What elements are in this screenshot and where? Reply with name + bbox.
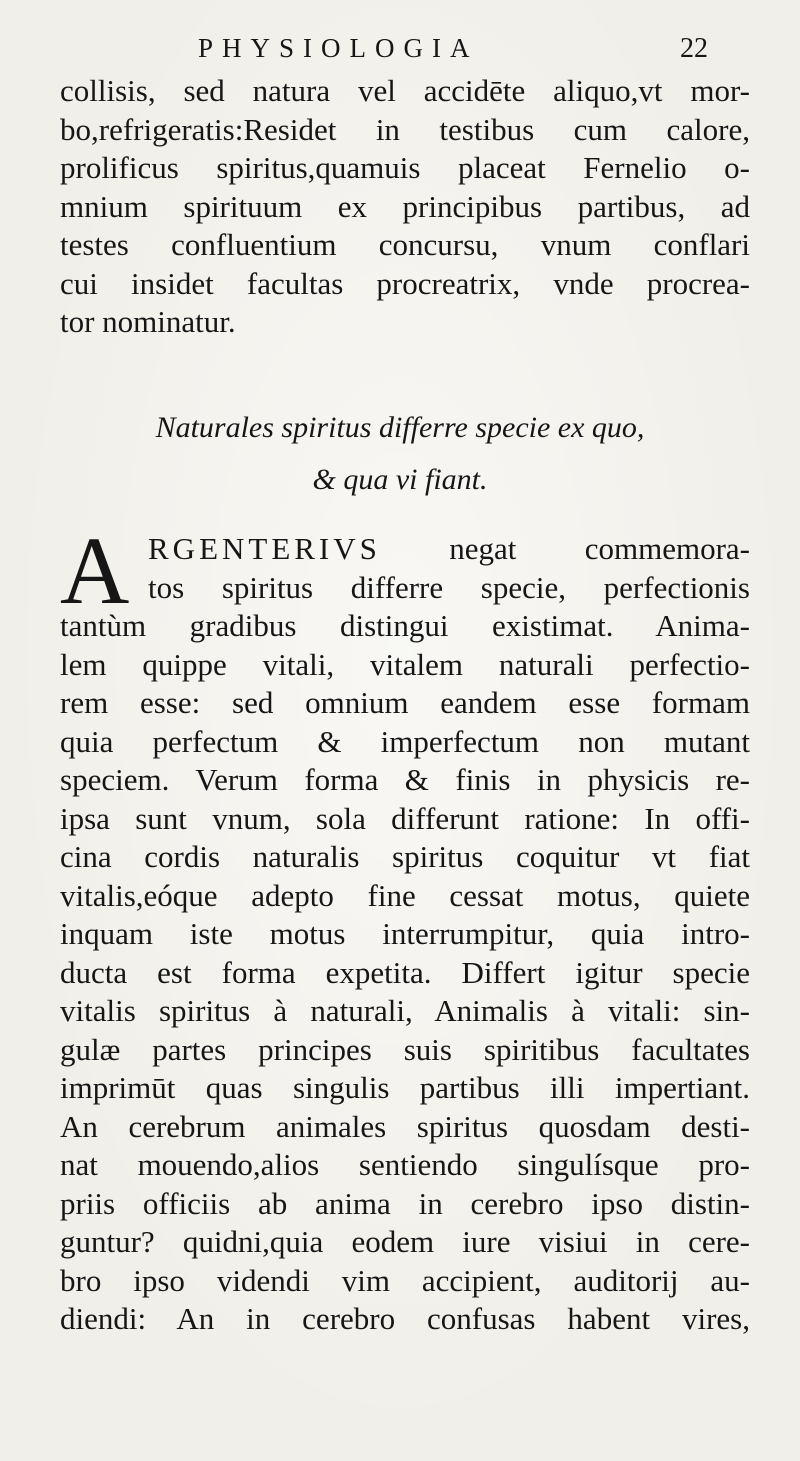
drop-cap-letter: A: [60, 517, 130, 624]
text-line: quia perfectum & imperfectum non mutant: [60, 723, 750, 759]
text-line: testes confluentium concursu, vnum conflari: [60, 227, 750, 262]
text-line: mnium spirituum ex principibus partibus, ad: [60, 188, 750, 224]
text-line: gulæ partes principes suis spiritibus facultates: [60, 1031, 750, 1067]
heading-line: & qua vi fiant.: [312, 463, 488, 496]
page-number: 22: [680, 33, 708, 64]
text-line: negat commemora-: [449, 531, 750, 566]
text-line: imprimūt quas singulis partibus illi impertiant.: [60, 1070, 750, 1105]
text-line: bro ipso videndi vim accipient, auditorij au-: [60, 1262, 750, 1298]
text-line: prolificus spiritus,quamuis placeat Fernelio o-: [60, 150, 750, 185]
text-line: collisis, sed natura vel accidēte aliquo,vt mor-: [60, 73, 750, 108]
text-line: rem esse: sed omnium eandem esse formam: [60, 685, 750, 720]
text-line-first: [60, 530, 750, 569]
text-line: guntur? quidni,quia eodem iure visiui in cere-: [60, 1224, 750, 1259]
heading-line: Naturales spiritus differre specie ex quo,: [155, 411, 645, 444]
text-line: diendi: An in cerebro confusas habent vires,: [60, 1301, 750, 1336]
text-line: vitalis spiritus à naturali, Animalis à vitali: sin-: [60, 993, 750, 1028]
text-line: tor nominatur.: [60, 304, 236, 339]
section-heading: [0, 402, 800, 506]
text-line: tos spiritus differre specie, perfectionis: [148, 569, 750, 605]
paragraph-main: [60, 530, 750, 1339]
text-line: inquam iste motus interrumpitur, quia intro-: [60, 916, 750, 951]
text-line: bo,refrigeratis:Residet in testibus cum calore,: [60, 111, 750, 147]
text-line: speciem. Verum forma & finis in physicis re-: [60, 762, 750, 797]
page-header: [0, 33, 800, 73]
text-line: tantùm gradibus distingui existimat. Anima-: [60, 608, 750, 643]
text-line: cina cordis naturalis spiritus coquitur vt fiat: [60, 839, 750, 874]
running-title: PHYSIOLOGIA: [198, 33, 479, 63]
paragraph-continuation: [60, 72, 750, 342]
text-line: ipsa sunt vnum, sola differunt ratione: In offi-: [60, 800, 750, 836]
text-line: nat mouendo,alios sentiendo singulísque pro-: [60, 1147, 750, 1182]
text-line: vitalis,eóque adepto fine cessat motus, quiete: [60, 877, 750, 913]
text-line: cui insidet facultas procreatrix, vnde procrea-: [60, 265, 750, 301]
text-line: lem quippe vitali, vitalem naturali perfectio-: [60, 646, 750, 682]
first-word-rest: RGENTERIVS: [148, 531, 381, 566]
text-line: ducta est forma expetita. Differt igitur specie: [60, 954, 750, 990]
text-line: An cerebrum animales spiritus quosdam desti-: [60, 1108, 750, 1144]
text-line: priis officiis ab anima in cerebro ipso distin-: [60, 1185, 750, 1221]
